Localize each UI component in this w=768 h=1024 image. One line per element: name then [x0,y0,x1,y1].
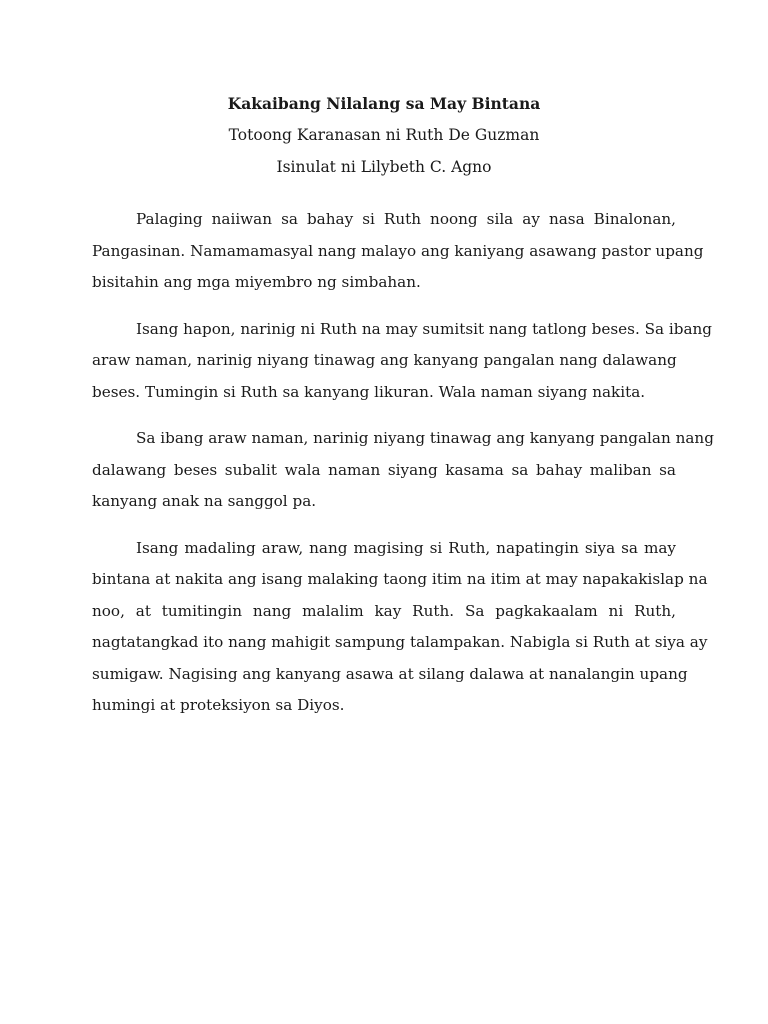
document-body [0,204,714,722]
paragraph-line: bintana at nakita ang isang malaking taong itim na itim at may napakakislap na [92,570,708,588]
paragraph-1 [92,204,704,299]
document-author: Isinulat ni Lilybeth C. Agno [276,158,492,176]
paragraph-line: Sa ibang araw naman, narinig niyang tinawag ang kanyang pangalan nang [136,429,714,447]
document-header [0,93,768,178]
document-subtitle: Totoong Karanasan ni Ruth De Guzman [228,126,540,144]
paragraph-3 [92,423,714,518]
paragraph-line: Pangasinan. Namamamasyal nang malayo ang kaniyang asawang pastor upang [92,241,704,260]
paragraph-line: humingi at proteksiyon sa Diyos. [92,696,345,714]
paragraph-line: bisitahin ang mga miyembro ng simbahan. [92,273,421,291]
paragraph-line: nagtatangkad ito nang mahigit sampung talampakan. Nabigla si Ruth at siya ay [92,633,708,651]
paragraph-line: dalawang beses subalit wala naman siyang kasama sa bahay maliban sa [92,460,676,479]
paragraph-line: sumigaw. Nagising ang kanyang asawa at silang dalawa at nanalangin upang [92,664,688,683]
paragraph-line: Isang madaling araw, nang magising si Ruth, napatingin siya sa may [136,538,676,557]
document-title: Kakaibang Nilalang sa May Bintana [227,94,541,113]
paragraph-4 [92,533,708,722]
paragraph-line: beses. Tumingin si Ruth sa kanyang likuran. Wala naman siyang nakita. [92,382,646,401]
paragraph-line: Isang hapon, narinig ni Ruth na may sumitsit nang tatlong beses. Sa ibang [136,319,713,338]
paragraph-line: araw naman, narinig niyang tinawag ang kanyang pangalan nang dalawang [92,351,677,369]
paragraph-line: noo, at tumitingin nang malalim kay Ruth. Sa pagkakaalam ni Ruth, [92,601,676,620]
paragraph-line: kanyang anak na sanggol pa. [92,492,317,510]
paragraph-2 [92,314,713,409]
paragraph-line: Palaging naiiwan sa bahay si Ruth noong sila ay nasa Binalonan, [136,210,676,228]
